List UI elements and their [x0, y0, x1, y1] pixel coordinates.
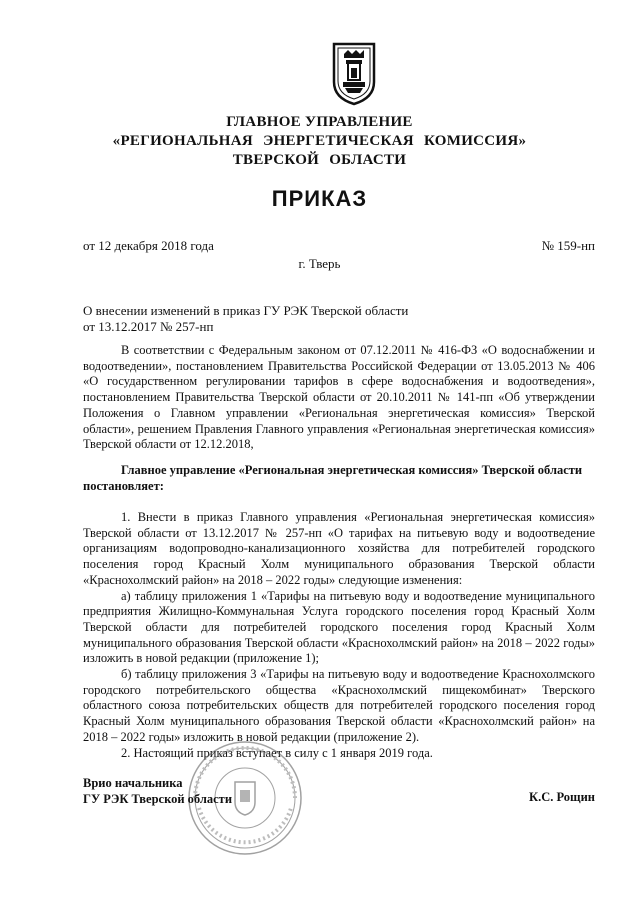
- decree-item-1b: б) таблицу приложения 3 «Тарифы на питьевую воду и водоотведение Краснохолмского городского потребительского общества «Краснохолмский пищекомбинат» Тверского областного союза потребительских обществ для потребителей городского поселения город Красный Холм муниципального образования Тверской области «Краснохолмский район» на 2018 – 2022 годы» изложить в новой редакции (приложение 2).: [83, 667, 595, 744]
- signatory-name: К.С. Рощин: [529, 790, 595, 804]
- document-subject: О внесении изменений в приказ ГУ РЭК Тверской области от 13.12.2017 № 257-нп: [83, 303, 409, 334]
- org-name-line3: ТВЕРСКОЙ ОБЛАСТИ: [232, 152, 407, 168]
- decree-item-2: 2. Настоящий приказ вступает в силу с 1 января 2019 года.: [121, 745, 433, 760]
- decree-statement: Главное управление «Региональная энергетическая комиссия» Тверской области постановляет:: [83, 463, 583, 493]
- document-type-title: ПРИКАЗ: [271, 186, 368, 211]
- signatory-position-line1: Врио начальника: [83, 776, 183, 790]
- org-name-line1: ГЛАВНОЕ УПРАВЛЕНИЕ: [226, 114, 413, 130]
- decree-item-1: 1. Внести в приказ Главного управления «Региональная энергетическая комиссия» Тверской области от 13.12.2017 № 257-нп «О тарифах на питьевую воду и водоотведение организациям водопроводно-канализационного хозяйства для потребителей городского поселения город Красный Холм муниципального образования Тверской области «Краснохолмский район» на 2018 – 2022 годы» следующие изменения:: [83, 510, 595, 587]
- coat-of-arms-icon: [330, 40, 378, 106]
- document-date: от 12 декабря 2018 года: [83, 238, 214, 253]
- decree-item-1a: а) таблицу приложения 1 «Тарифы на питьевую воду и водоотведение муниципального предприятия Жилищно-Коммунальная Услуга городского поселения город Красный Холм Тверской области для потребителей городского поселения город Красный Холм муниципального образования Тверской области «Краснохолмский район» на 2018 – 2022 годы» изложить в новой редакции (приложение 1);: [83, 588, 595, 666]
- preamble-text: В соответствии с Федеральным законом от 07.12.2011 № 416-ФЗ «О водоснабжении и водоотведении», постановлением Правительства Российской Федерации от 13.05.2013 № 406 «О государственном регулировании тарифов в сфере водоснабжения и водоотведения», постановлением Правительства Тверской области от 20.10.2011 № 141-пп «Об утверждении Положения о Главном управлении «Региональная энергетическая комиссия» Тверской области», решением Правления Главного управления «Региональная энергетическая комиссия» Тверской области от 12.12.2018,: [83, 343, 595, 452]
- org-name-line2: «РЕГИОНАЛЬНАЯ ЭНЕРГЕТИЧЕСКАЯ КОМИССИЯ»: [112, 133, 527, 149]
- signatory-position-line2: ГУ РЭК Тверской области: [83, 792, 233, 806]
- document-city: г. Тверь: [298, 256, 341, 271]
- decree-items: [83, 510, 595, 761]
- document-number: № 159-нп: [541, 238, 595, 253]
- signatory-position: [83, 775, 232, 807]
- preamble-paragraph: [83, 343, 595, 453]
